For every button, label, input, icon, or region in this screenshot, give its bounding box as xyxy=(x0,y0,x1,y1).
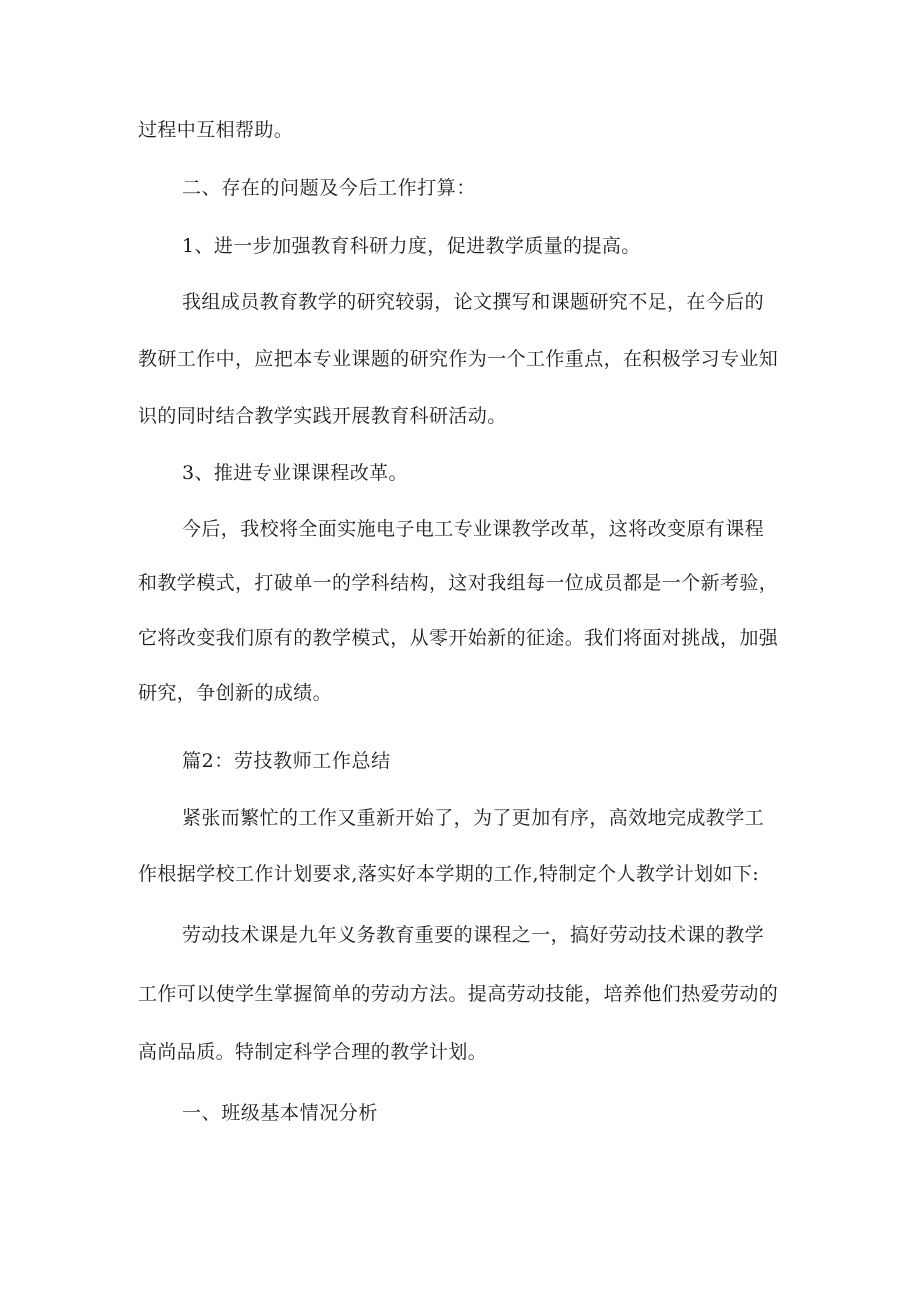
paragraph-line: 过程中互相帮助。 xyxy=(138,119,294,141)
subsection-heading: 1、进一步加强教育科研力度，促进教学质量的提高。 xyxy=(182,235,641,257)
paragraph-line: 作根据学校工作计划要求,落实好本学期的工作,特制定个人教学计划如下: xyxy=(138,863,760,885)
paragraph-line: 工作可以使学生掌握简单的劳动方法。提高劳动技能，培养他们热爱劳动的 xyxy=(138,983,779,1005)
paragraph-line: 它将改变我们原有的教学模式，从零开始新的征途。我们将面对挑战，加强 xyxy=(138,627,779,649)
paragraph-line: 今后，我校将全面实施电子电工专业课教学改革，这将改变原有课程 xyxy=(182,518,765,540)
paragraph-line: 研究，争创新的成绩。 xyxy=(138,682,333,704)
paragraph-line: 识的同时结合教学实践开展教育科研活动。 xyxy=(138,405,507,427)
paragraph-line: 我组成员教育教学的研究较弱，论文撰写和课题研究不足，在今后的 xyxy=(182,291,765,313)
paragraph-line: 教研工作中，应把本专业课题的研究作为一个工作重点，在积极学习专业知 xyxy=(138,348,779,370)
subsection-heading: 3、推进专业课课程改革。 xyxy=(182,462,408,484)
section-heading: 二、存在的问题及今后工作打算： xyxy=(182,177,477,199)
paragraph-line: 和教学模式，打破单一的学科结构，这对我组每一位成员都是一个新考验， xyxy=(138,572,779,594)
section-heading: 一、班级基本情况分析 xyxy=(182,1102,379,1124)
paragraph-line: 紧张而繁忙的工作又重新开始了，为了更加有序，高效地完成教学工 xyxy=(182,807,765,829)
paragraph-line: 劳动技术课是九年义务教育重要的课程之一，搞好劳动技术课的教学 xyxy=(182,924,765,946)
article-title: 篇2：劳技教师工作总结 xyxy=(182,750,391,772)
paragraph-line: 高尚品质。特制定科学合理的教学计划。 xyxy=(138,1041,488,1063)
